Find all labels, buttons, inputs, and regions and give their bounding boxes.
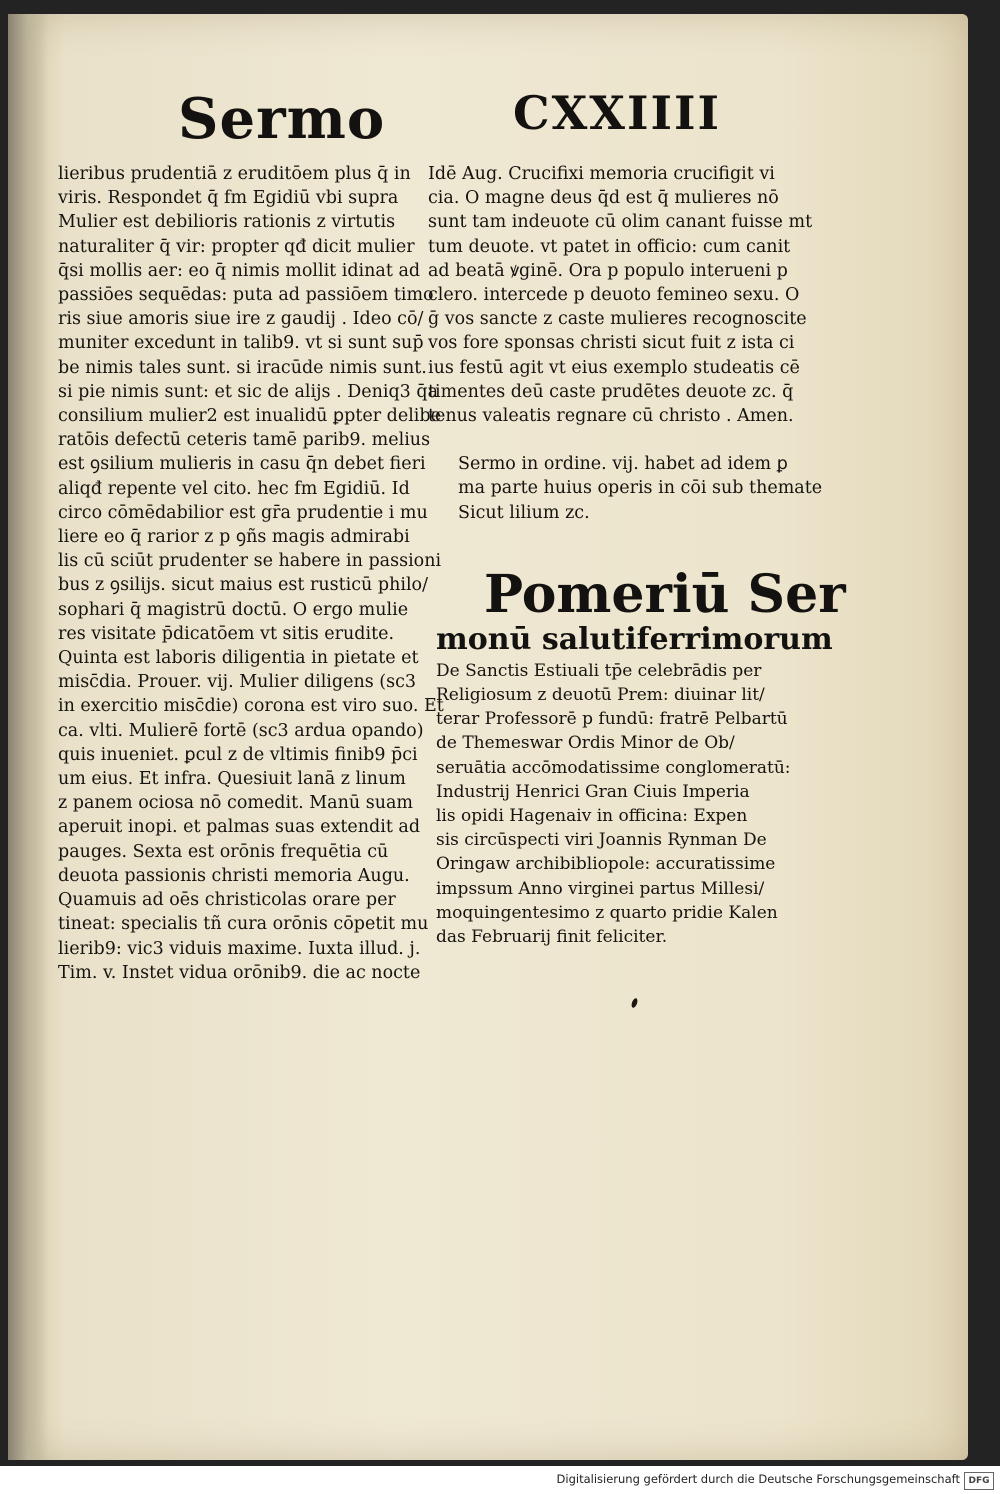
colophon-subtitle: monū salutiferrimorum — [436, 621, 833, 657]
colophon-line: sis circūspecti viri Joannis Rynman De — [436, 830, 767, 851]
right_column-line: timentes deū caste prudētes deuote zc. q̄ — [428, 381, 794, 402]
colophon-line: De Sanctis Estiuali tp̄e celebrādis per — [436, 660, 762, 681]
ink-spot — [630, 997, 638, 1008]
colophon-line: Religiosum z deuotū Prem: diuinar lit/ — [436, 685, 765, 706]
left_column-line: um eius. Et infra. Quesiuit lanā z linum — [58, 769, 406, 790]
left_column-line: consilium mulier2 est inualidū ꝑpter delibe — [58, 406, 441, 427]
left_column-line: aliqđ repente vel cito. hec fm Egidiū. Id — [58, 478, 410, 499]
right_column-line: ius festū agit vt eius exemplo studeatis cē — [428, 357, 800, 378]
left_column-line: circo cōmēdabilior est gr̄a prudentie i mu — [58, 502, 428, 523]
left_column-line: in exercitio misc̄die) corona est viro suo. Et — [58, 696, 444, 717]
page-gutter — [8, 14, 48, 1460]
right_column-line: cia. O magne deus q̄d est q̄ mulieres nō — [428, 188, 779, 209]
book-page — [8, 14, 968, 1460]
left_column-line: Quinta est laboris diligentia in pietate et — [58, 648, 419, 669]
running-title: Sermo — [178, 86, 386, 152]
right_column-line: vos fore sponsas christi sicut fuit z ista ci — [428, 333, 795, 354]
funding-credit: Digitalisierung gefördert durch die Deutsche Forschungsgemeinschaft — [556, 1472, 960, 1486]
cross_reference-line: Sicut lilium zc. — [458, 502, 590, 523]
colophon-line: de Themeswar Ordis Minor de Ob/ — [436, 733, 735, 754]
right_column-line: clero. intercede p deuoto femineo sexu. O — [428, 285, 800, 306]
left_column-line: be nimis tales sunt. si iracūde nimis sunt. — [58, 357, 427, 378]
left_column-line: deuota passionis christi memoria Augu. — [58, 865, 410, 886]
left_column-line: ca. vlti. Mulierē fortē (sc3 ardua opando) — [58, 720, 424, 741]
colophon-line: Industrij Henrici Gran Ciuis Imperia — [436, 781, 750, 802]
left_column-line: muniter excedunt in talib9. vt si sunt sup̄ — [58, 333, 424, 354]
right-column — [428, 162, 846, 949]
colophon-line: Oringaw archibibliopole: accuratissime — [436, 854, 776, 875]
left_column-line: z panem ociosa nō comedit. Manū suam — [58, 793, 413, 814]
colophon-text — [428, 659, 808, 949]
left_column-line: liere eo q̄ rarior z p ꝯñs magis admirabi — [58, 527, 410, 548]
colophon-line: lis opidi Hagenaiv in officina: Expen — [436, 806, 748, 827]
cross_reference-line: Sermo in ordine. vij. habet ad idem ꝑ — [458, 454, 788, 475]
left_column-line: naturaliter q̄ vir: propter qđ dicit mulier — [58, 236, 415, 257]
folio-number: CXXIIII — [513, 86, 722, 140]
colophon-line: moquingentesimo z quarto pridie Kalen — [436, 902, 778, 923]
colophon-line: impssum Anno virginei partus Millesi/ — [436, 878, 765, 899]
left_column-line: lierib9: vic3 viduis maxime. Iuxta illud. j. — [58, 938, 421, 959]
left_column-line: si pie nimis sunt: et sic de alijs . Deniq3 q̄a — [58, 381, 439, 402]
left-column — [58, 162, 444, 985]
left_column-line: viris. Respondet q̄ fm Egidiū vbi supra — [58, 188, 399, 209]
left_column-line: q̄si mollis aer: eo q̄ nimis mollit idinat ad — [58, 260, 421, 281]
left_column-line: tineat: specialis tñ cura orōnis cōpetit mu — [58, 914, 429, 935]
sermon-conclusion — [428, 162, 813, 428]
left_column-line: lieribus prudentiā z eruditōem plus q̄ in — [58, 164, 411, 184]
right_column-line: ḡ vos sancte z caste mulieres recognoscite — [428, 309, 807, 330]
colophon-line: terar Professorē p fundū: fratrē Pelbartū — [436, 709, 788, 730]
footer-bar — [0, 1466, 1000, 1494]
cross-reference — [428, 452, 823, 525]
left_column-line: passiōes sequēdas: puta ad passiōem timo — [58, 285, 434, 306]
left_column-line: est ꝯsilium mulieris in casu q̄n debet fieri — [58, 454, 426, 475]
left_column-line: Mulier est debilioris rationis z virtutis — [58, 212, 396, 233]
left_column-line: sophari q̄ magistrū doctū. O ergo mulie — [58, 599, 409, 620]
cross_reference-line: ma parte huius operis in cōi sub themate — [458, 478, 823, 499]
left_column-line: bus z ꝯsilijs. sicut maius est rusticū philo/ — [58, 575, 428, 596]
dfg-logo: DFG — [964, 1472, 994, 1490]
left_column-line: ratōis defectū ceteris tamē parib9. melius — [58, 430, 431, 451]
left_column-line: res visitate p̄dicatōem vt sitis erudite. — [58, 623, 395, 644]
right_column-line: tenus valeatis regnare cū christo . Amen. — [428, 406, 794, 427]
left_column-line: aperuit inopi. et palmas suas extendit ad — [58, 817, 421, 838]
left_column-line: ris siue amoris siue ire z gaudij . Ideo cō/ — [58, 309, 424, 330]
colophon-line: das Februarij finit feliciter. — [436, 927, 668, 948]
left_column-line: misc̄dia. Prouer. vij. Mulier diligens (sc3 — [58, 672, 417, 693]
colophon-title: Pomeriū Ser — [484, 563, 846, 625]
left_column-line: Tim. v. Instet vidua orōnib9. die ac nocte — [58, 962, 421, 983]
left_column-line: quis inueniet. ꝑcul z de vltimis finib9 p̄ci — [58, 744, 418, 765]
left_column-line: pauges. Sexta est orōnis frequētia cū — [58, 841, 389, 862]
right_column-line: tum deuote. vt patet in officio: cum canit — [428, 236, 791, 257]
right_column-line: ad beatā ꝟginē. Ora p populo interueni p — [428, 260, 788, 281]
right_column-line: sunt tam indeuote cū olim canant fuisse mt — [428, 212, 813, 233]
colophon-line: seruātia accōmodatissime conglomeratū: — [436, 757, 791, 778]
left_column-line: Quamuis ad oēs christicolas orare per — [58, 890, 396, 911]
right_column-line: Idē Aug. Crucifixi memoria crucifigit vi — [428, 164, 775, 184]
left_column-line: lis cū sciūt prudenter se habere in passioni — [58, 551, 442, 572]
